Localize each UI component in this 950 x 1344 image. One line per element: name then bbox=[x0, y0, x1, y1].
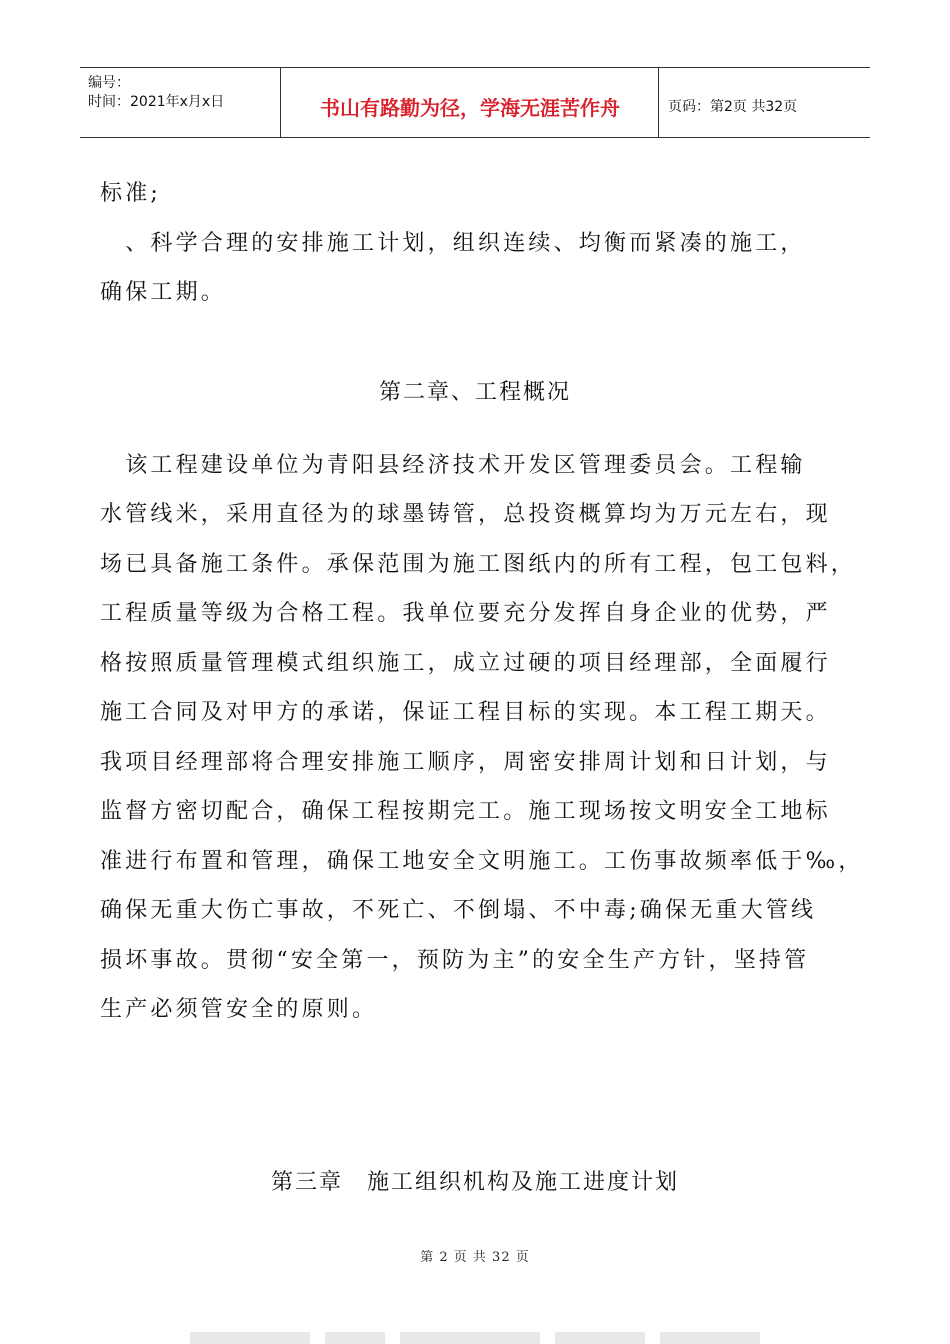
text-line: 场已具备施工条件。承保范围为施工图纸内的所有工程，包工包料， bbox=[100, 552, 857, 577]
chapter3-heading: 第三章 施工组织机构及施工进度计划 bbox=[270, 1170, 679, 1195]
text-line: 水管线米，采用直径为的球墨铸管，总投资概算均为万元左右，现 bbox=[100, 502, 831, 527]
text-line: 监督方密切配合，确保工程按期完工。施工现场按文明安全工地标 bbox=[100, 799, 831, 824]
header-page-code: 页码：第2页 共32页 bbox=[668, 99, 798, 115]
text-line: 、科学合理的安排施工计划，组织连续、均衡而紧凑的施工， bbox=[100, 231, 806, 256]
document-header bbox=[80, 67, 870, 138]
header-motto: 书山有路勤为径，学海无涯苦作舟 bbox=[320, 96, 620, 120]
text-line: 确保无重大伤亡事故，不死亡、不倒塌、不中毒;确保无重大管线 bbox=[100, 898, 817, 923]
scan-artifact bbox=[190, 1326, 760, 1344]
document-number-label: 编号： bbox=[88, 75, 130, 91]
text-line: 格按照质量管理模式组织施工，成立过硬的项目经理部，全面履行 bbox=[100, 651, 831, 676]
header-motto-cell bbox=[282, 68, 659, 137]
text-line: 生产必须管安全的原则。 bbox=[100, 997, 378, 1022]
chapter2-heading: 第二章、工程概况 bbox=[378, 380, 571, 405]
text-line: 损坏事故。贯彻“安全第一，预防为主”的安全生产方针，坚持管 bbox=[100, 948, 810, 973]
text-line: 我项目经理部将合理安排施工顺序，周密安排周计划和日计划，与 bbox=[100, 750, 831, 775]
header-meta-cell bbox=[80, 68, 281, 137]
text-line: 确保工期。 bbox=[100, 280, 227, 305]
text-line: 该工程建设单位为青阳县经济技术开发区管理委员会。工程输 bbox=[100, 453, 806, 478]
text-line: 准进行布置和管理，确保工地安全文明施工。工伤事故频率低于‰， bbox=[100, 849, 864, 874]
text-line: 工程质量等级为合格工程。我单位要充分发挥自身企业的优势，严 bbox=[100, 601, 831, 626]
document-date: 时间：2021年x月x日 bbox=[88, 94, 225, 110]
text-line: 标准; bbox=[100, 181, 162, 206]
header-page-cell bbox=[660, 68, 870, 137]
page-footer: 第 2 页 共 32 页 bbox=[420, 1250, 530, 1265]
text-line: 施工合同及对甲方的承诺，保证工程目标的实现。本工程工期天。 bbox=[100, 700, 831, 725]
